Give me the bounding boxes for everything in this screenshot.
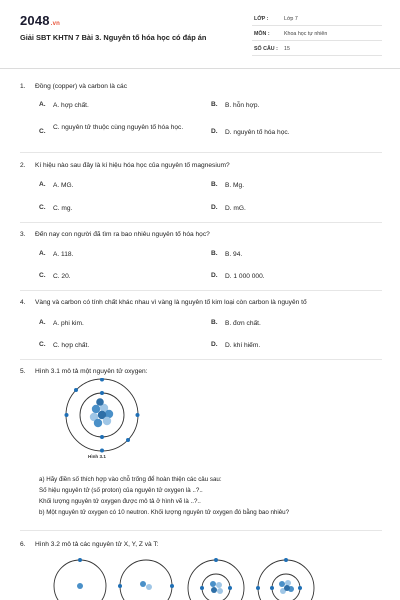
option-text: A. hợp chất. bbox=[53, 102, 89, 109]
meta-row-subject bbox=[252, 29, 382, 41]
oxygen-atom-figure bbox=[62, 378, 142, 458]
figure-caption: Hình 3.1 bbox=[88, 454, 106, 459]
meta-value: Khoa học tự nhiên bbox=[284, 31, 328, 37]
option-text: D. 1 000 000. bbox=[225, 273, 265, 280]
option-letter: D. bbox=[211, 204, 218, 211]
option-letter: B. bbox=[211, 101, 218, 108]
option-letter: A. bbox=[39, 250, 46, 257]
option-letter: B. bbox=[211, 319, 218, 326]
option-text: B. hỗn hợp. bbox=[225, 102, 260, 109]
question-number: 6. bbox=[20, 541, 26, 548]
subpart-text: a) Hãy điền số thích hợp vào chỗ trống để hoàn thiện các câu sau: bbox=[39, 476, 222, 483]
meta-row-grade bbox=[252, 14, 382, 26]
meta-value: 15 bbox=[284, 46, 290, 52]
question-number: 3. bbox=[20, 231, 26, 238]
atom-z-figure bbox=[186, 558, 246, 600]
question-number: 2. bbox=[20, 162, 26, 169]
question-number: 4. bbox=[20, 299, 26, 306]
option-letter: A. bbox=[39, 319, 46, 326]
subpart-text: Khối lượng nguyên tử oxygen được mô tả ở hình vẽ là ..?.. bbox=[39, 498, 201, 505]
option-text: C. nguyên tử thuộc cùng nguyên tố hóa học. bbox=[53, 124, 184, 131]
question-divider bbox=[20, 222, 382, 223]
option-text: C. mg. bbox=[53, 205, 73, 212]
option-letter: B. bbox=[211, 250, 218, 257]
question-divider bbox=[20, 530, 382, 531]
option-text: C. hợp chất. bbox=[53, 342, 90, 349]
option-text: B. 94. bbox=[225, 251, 243, 258]
site-logo[interactable] bbox=[20, 13, 60, 28]
question-stem bbox=[20, 368, 148, 375]
option-text: D. mG. bbox=[225, 205, 246, 212]
question-stem bbox=[20, 162, 230, 169]
question-text: Hình 3.1 mô tả một nguyên tử oxygen: bbox=[35, 368, 148, 375]
subpart-text: Số hiệu nguyên tử (số proton) của nguyên tử oxygen là ..?.. bbox=[39, 487, 203, 494]
question-text: Kí hiệu nào sau đây là kí hiệu hóa học của nguyên tố magnesium? bbox=[35, 162, 230, 169]
option-letter: C. bbox=[39, 128, 46, 135]
option-text: B. đơn chất. bbox=[225, 320, 261, 327]
option-letter: A. bbox=[39, 101, 46, 108]
question-stem bbox=[20, 231, 210, 238]
meta-label: LỚP : bbox=[254, 16, 269, 22]
option-letter: C. bbox=[39, 272, 46, 279]
atom-y-figure bbox=[118, 558, 174, 600]
question-stem bbox=[20, 541, 159, 548]
option-letter: D. bbox=[211, 128, 218, 135]
option-text: B. Mg. bbox=[225, 182, 245, 189]
option-text: D. khí hiếm. bbox=[225, 342, 261, 349]
meta-value: Lớp 7 bbox=[284, 16, 298, 22]
atom-t-figure bbox=[256, 558, 316, 600]
option-letter: B. bbox=[211, 181, 218, 188]
logo-main: 2048 bbox=[20, 13, 50, 28]
question-stem bbox=[20, 299, 307, 306]
question-divider bbox=[20, 290, 382, 291]
nucleus bbox=[90, 398, 113, 427]
option-letter: A. bbox=[39, 181, 46, 188]
meta-label: SỐ CÂU : bbox=[254, 46, 278, 52]
meta-row-count bbox=[252, 44, 382, 56]
header bbox=[0, 0, 400, 74]
question-stem bbox=[20, 83, 127, 90]
header-divider bbox=[0, 68, 400, 69]
question-divider bbox=[20, 359, 382, 360]
atom-x-figure bbox=[52, 558, 108, 600]
question-divider bbox=[20, 152, 382, 153]
option-letter: D. bbox=[211, 341, 218, 348]
option-letter: D. bbox=[211, 272, 218, 279]
question-number: 5. bbox=[20, 368, 26, 375]
meta-label: MÔN : bbox=[254, 31, 270, 37]
option-text: C. 20. bbox=[53, 273, 71, 280]
question-text: Vàng và carbon có tính chất khác nhau vì vàng là nguyên tố kim loại còn carbon là nguyên tố bbox=[35, 299, 307, 306]
subpart-text: b) Một nguyên tử oxygen có 10 neutron. Khối lượng nguyên tử oxygen đó bằng bao nhiêu? bbox=[39, 509, 290, 516]
option-letter: C. bbox=[39, 341, 46, 348]
question-text: Đồng (copper) và carbon là các bbox=[35, 83, 127, 90]
option-text: A. 118. bbox=[53, 251, 74, 258]
question-text: Đến nay con người đã tìm ra bao nhiêu nguyên tố hóa học? bbox=[35, 231, 210, 238]
option-text: A. MG. bbox=[53, 182, 74, 189]
logo-tld: .vn bbox=[50, 21, 61, 27]
option-text: D. nguyên tố hóa học. bbox=[225, 129, 290, 136]
option-text: A. phi kim. bbox=[53, 320, 84, 327]
option-letter: C. bbox=[39, 204, 46, 211]
question-text: Hình 3.2 mô tả các nguyên tử X, Y, Z và T: bbox=[35, 541, 159, 548]
document-title: Giải SBT KHTN 7 Bài 3. Nguyên tố hóa học có đáp án bbox=[20, 33, 207, 42]
question-number: 1. bbox=[20, 83, 26, 90]
